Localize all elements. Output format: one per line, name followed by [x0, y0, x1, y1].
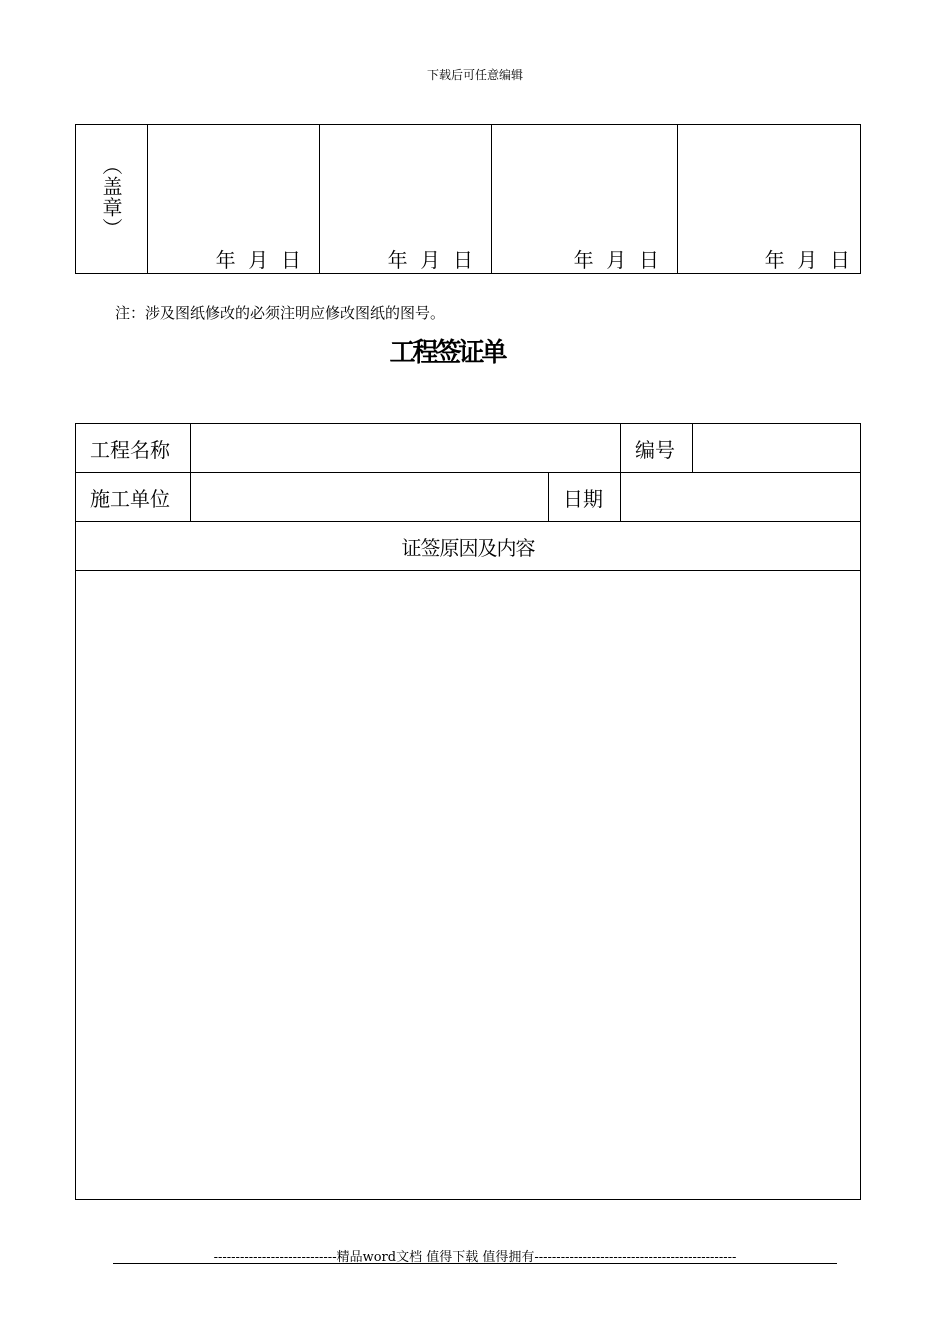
footer-rule [113, 1263, 837, 1264]
seal-signature-table [75, 124, 861, 274]
number-field[interactable] [693, 424, 861, 473]
date-field-3: 年 月 日 [573, 248, 659, 272]
signature-cell-2 [320, 125, 492, 274]
contractor-label: 施工单位 [76, 473, 191, 522]
seal-label-cell [76, 125, 148, 274]
footer-text: ----------------------------精品word文档 值得下载 值得拥有---------------------------------------------- [213, 1250, 737, 1265]
signature-cell-1 [148, 125, 320, 274]
date-field-4: 年 月 日 [764, 248, 850, 272]
date-field-1: 年 月 日 [215, 248, 301, 272]
header-note: 下载后可任意编辑 [426, 68, 523, 82]
visa-form-table [75, 423, 861, 1200]
date-field-2: 年 月 日 [387, 248, 473, 272]
drawing-note: 注：涉及图纸修改的必须注明应修改图纸的图号。 [115, 304, 446, 322]
section-heading: 证签原因及内容 [76, 522, 861, 571]
number-label: 编号 [621, 424, 693, 473]
form-title: 工程签证单 [389, 338, 505, 368]
contractor-field[interactable] [191, 473, 549, 522]
project-name-field[interactable] [191, 424, 621, 473]
signature-cell-4 [678, 125, 861, 274]
date-label: 日期 [549, 473, 621, 522]
seal-label: （盖章） [99, 155, 123, 239]
signature-cell-3 [492, 125, 678, 274]
date-field[interactable] [621, 473, 861, 522]
project-name-label: 工程名称 [76, 424, 191, 473]
content-area[interactable] [76, 571, 861, 1200]
